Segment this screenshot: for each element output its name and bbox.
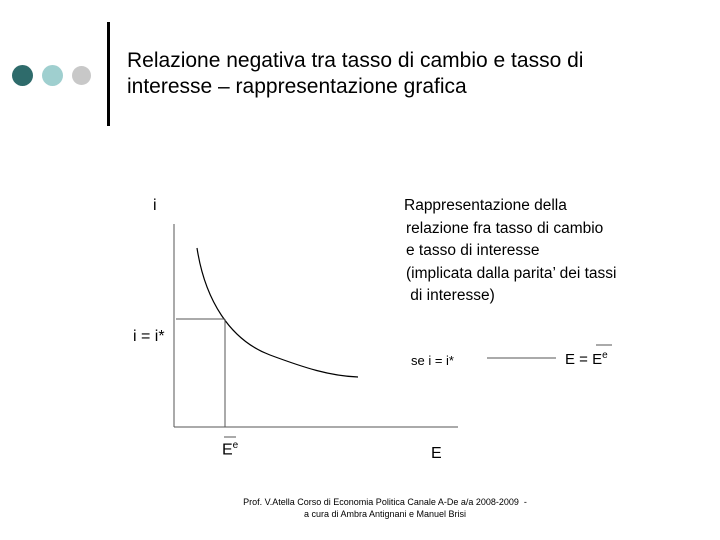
condition-left: se i = i* bbox=[411, 353, 454, 368]
description-line: di interesse) bbox=[406, 287, 495, 304]
slide-footer bbox=[200, 496, 570, 520]
y-level-label: i = i* bbox=[133, 328, 165, 345]
graph-description bbox=[398, 195, 617, 308]
x-level-label bbox=[222, 440, 238, 459]
condition-right-base: E = E bbox=[565, 351, 603, 368]
x-level-label-sup: e bbox=[232, 440, 239, 451]
description-line: e tasso di interesse bbox=[406, 242, 540, 259]
condition-right-sup: e bbox=[602, 350, 608, 361]
x-level-label-base: E bbox=[222, 441, 233, 459]
demand-curve bbox=[197, 248, 358, 377]
x-axis-label: E bbox=[431, 445, 442, 462]
description-line: (implicata dalla parita’ dei tassi bbox=[406, 264, 617, 282]
slide-title-line-2: interesse – rappresentazione grafica bbox=[127, 75, 467, 98]
condition-right bbox=[565, 350, 608, 368]
slide-title-line-1: Relazione negativa tra tasso di cambio e tasso di bbox=[127, 49, 584, 72]
y-axis-label: i bbox=[153, 197, 157, 214]
description-line: relazione fra tasso di cambio bbox=[406, 219, 604, 237]
footer-line-1: Prof. V.Atella Corso di Economia Politica Canale A-De a/a 2008-2009 - bbox=[243, 497, 527, 507]
description-line: Rappresentazione della bbox=[404, 197, 567, 214]
footer-line-2: a cura di Ambra Antignani e Manuel Brisi bbox=[303, 509, 467, 519]
